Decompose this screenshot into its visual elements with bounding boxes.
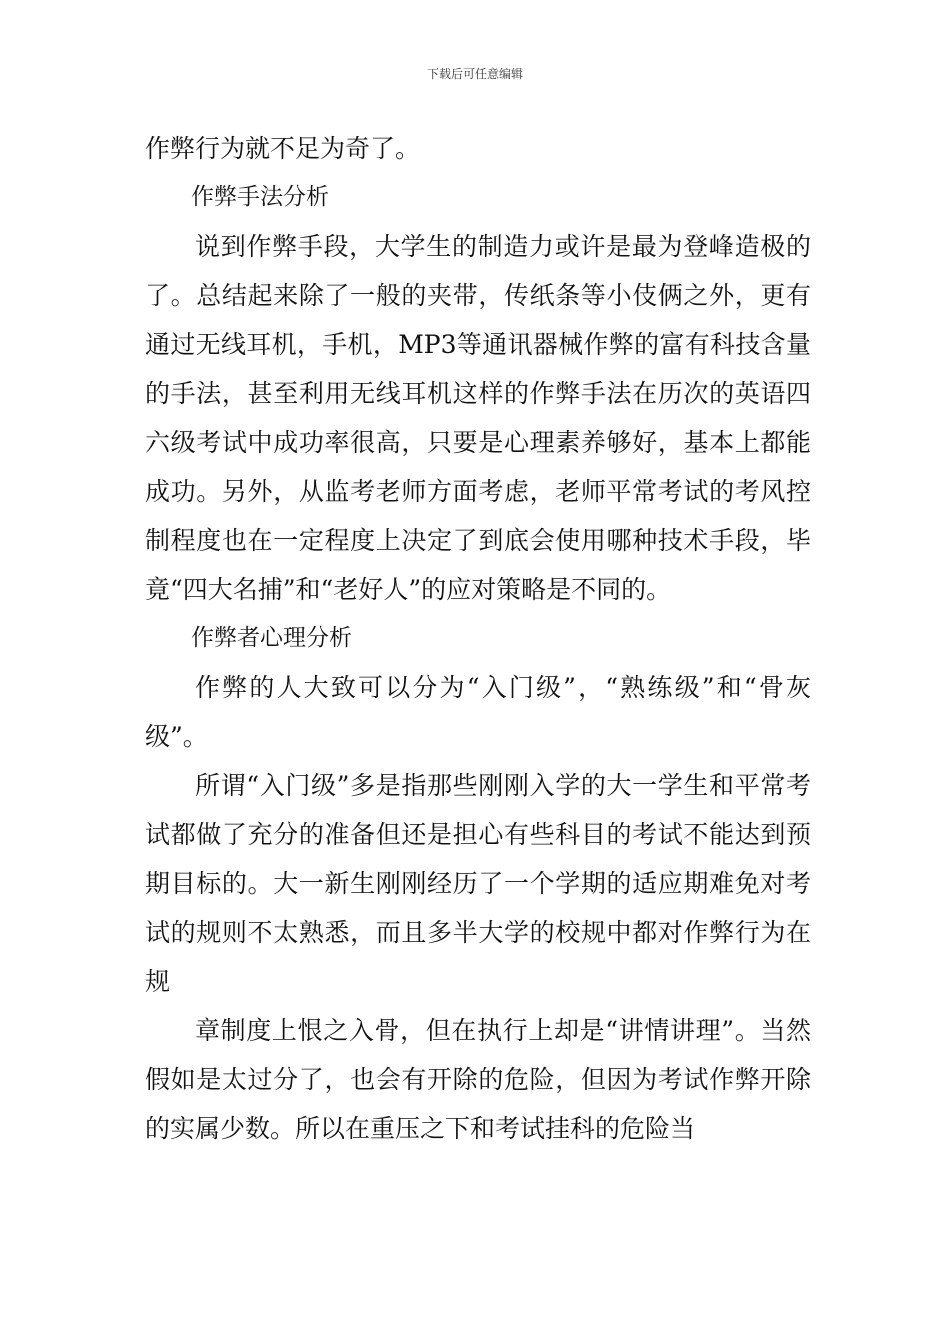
paragraph-cheater-levels: 作弊的人大致可以分为“入门级”，“熟练级”和“骨灰级”。	[145, 673, 811, 751]
paragraph-cheating-methods: 说到作弊手段，大学生的制造力或许是最为登峰造极的了。总结起来除了一般的夹带，传纸条等小伎俩之外，更有通过无线耳机，手机，MP3等通讯器械作弊的富有科技含量的手法，甚至利用无线耳机这样的作弊手法在历次的英语四六级考试中成功率很高，只要是心理素养够好，基本上都能成功。另外，从监考老师方面考虑，老师平常考试的考风控制程度也在一定程度上决定了到底会使用哪种技术手段，毕竟“四大名捕”和“老好人”的应对策略是不同的。	[145, 232, 811, 604]
section-heading-cheating-methods: 作弊手法分析	[191, 184, 329, 210]
document-body	[145, 124, 811, 1153]
paragraph-beginner-level: 所谓“入门级”多是指那些刚刚入学的大一学生和平常考试都做了充分的准备但还是担心有些科目的考试不能达到预期目标的。大一新生刚刚经历了一个学期的适应期难免对考试的规则不太熟悉，而且多半大学的校规中都对作弊行为在规	[145, 771, 811, 996]
paragraph-rules-enforcement: 章制度上恨之入骨，但在执行上却是“讲情讲理”。当然假如是太过分了，也会有开除的危险，但因为考试作弊开除的实属少数。所以在重压之下和考试挂科的危险当	[145, 1016, 811, 1143]
section-heading-cheater-psychology: 作弊者心理分析	[191, 625, 352, 651]
paragraph-continuation: 作弊行为就不足为奇了。	[145, 134, 421, 163]
page-header: 下载后可任意编辑	[426, 67, 523, 81]
